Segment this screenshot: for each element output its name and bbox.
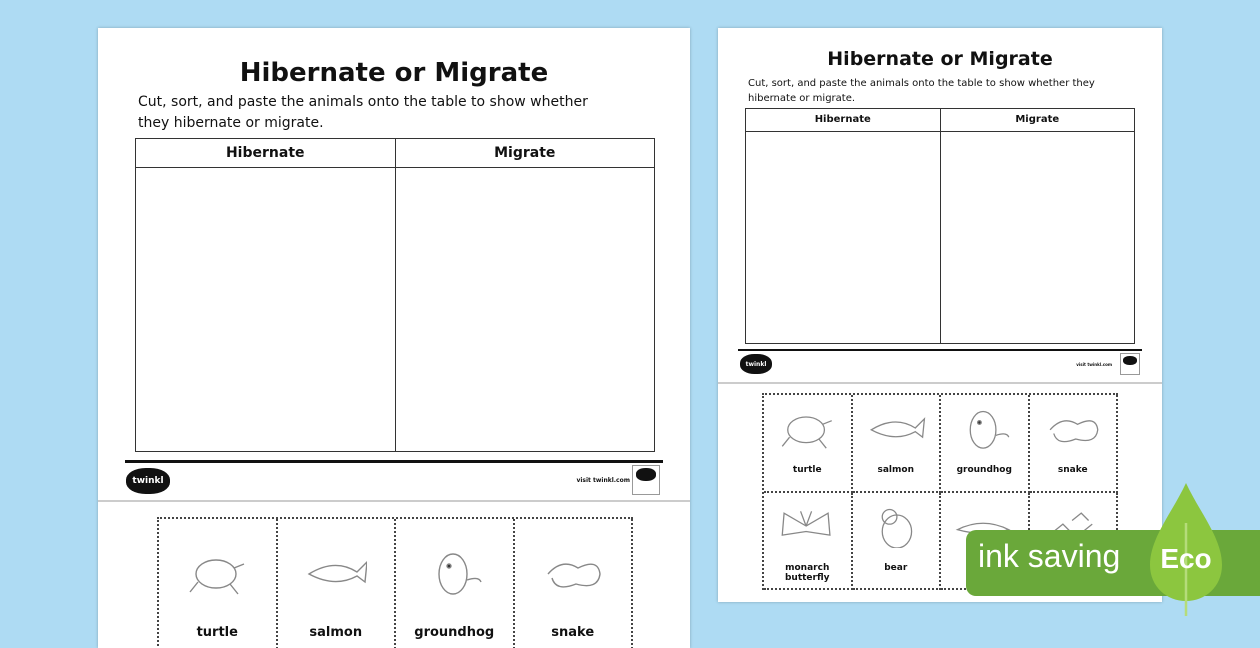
column-header-migrate: Migrate xyxy=(941,109,1135,132)
twinkl-logo: twinkl xyxy=(126,468,170,494)
twinkl-logo: twinkl xyxy=(740,354,772,374)
worksheet-title: Hibernate or Migrate xyxy=(827,48,1053,70)
eco-label: Eco xyxy=(1160,543,1212,574)
instructions: Cut, sort, and paste the animals onto the table to show whether they hibernate or migrate. xyxy=(138,94,588,131)
animal-illustration-icon xyxy=(186,537,248,607)
column-header-migrate: Migrate xyxy=(396,139,655,168)
animal-illustration-icon xyxy=(776,504,838,548)
animal-illustration-icon xyxy=(953,406,1015,450)
column-header-hibernate: Hibernate xyxy=(746,109,940,132)
animal-card xyxy=(853,395,942,493)
animal-label: snake xyxy=(1057,465,1088,475)
page-divider xyxy=(718,382,1162,384)
animal-illustration-icon xyxy=(865,504,927,548)
animal-label: groundhog xyxy=(414,625,495,640)
animal-illustration-icon xyxy=(542,537,604,607)
animal-card xyxy=(764,493,853,591)
animal-card xyxy=(941,395,1030,493)
sort-table xyxy=(135,138,655,452)
animal-card xyxy=(278,519,397,648)
column-header-hibernate: Hibernate xyxy=(136,139,395,168)
animal-illustration-icon xyxy=(305,537,367,607)
animal-label: turtle xyxy=(792,465,822,475)
animal-illustration-icon xyxy=(776,406,838,450)
worksheet-page-preview xyxy=(718,28,1162,602)
animal-cards xyxy=(157,517,633,648)
certified-badge-icon xyxy=(632,465,660,495)
footer-link: visit twinkl.com xyxy=(1076,362,1112,367)
animal-illustration-icon xyxy=(1042,406,1104,450)
animal-card xyxy=(853,493,942,591)
animal-illustration-icon xyxy=(423,537,485,607)
footer-link: visit twinkl.com xyxy=(576,477,630,484)
animal-label: salmon xyxy=(309,625,363,640)
animal-card xyxy=(515,519,634,648)
animal-label: bear xyxy=(884,562,908,573)
animal-illustration-icon xyxy=(865,406,927,450)
sort-table xyxy=(745,108,1135,344)
animal-label: groundhog xyxy=(956,465,1012,475)
animal-card xyxy=(764,395,853,493)
animal-label: turtle xyxy=(196,625,238,640)
footer-rule xyxy=(738,349,1142,351)
footer-rule xyxy=(125,460,663,463)
certified-badge-icon xyxy=(1120,353,1140,375)
animal-label: salmon xyxy=(877,465,914,475)
worksheet-title: Hibernate or Migrate xyxy=(239,58,549,88)
animal-card xyxy=(396,519,515,648)
animal-card xyxy=(1030,395,1119,493)
ink-saving-label: ink saving xyxy=(978,538,1121,574)
instructions: Cut, sort, and paste the animals onto the table to show whether they hibernate or migrate. xyxy=(748,78,1095,104)
animal-label: snake xyxy=(551,625,595,640)
page-divider xyxy=(98,500,690,502)
animal-card xyxy=(159,519,278,648)
animal-label: monarch butterfly xyxy=(784,562,830,583)
eco-leaf-icon xyxy=(1150,483,1222,618)
worksheet-page-full xyxy=(98,28,690,648)
